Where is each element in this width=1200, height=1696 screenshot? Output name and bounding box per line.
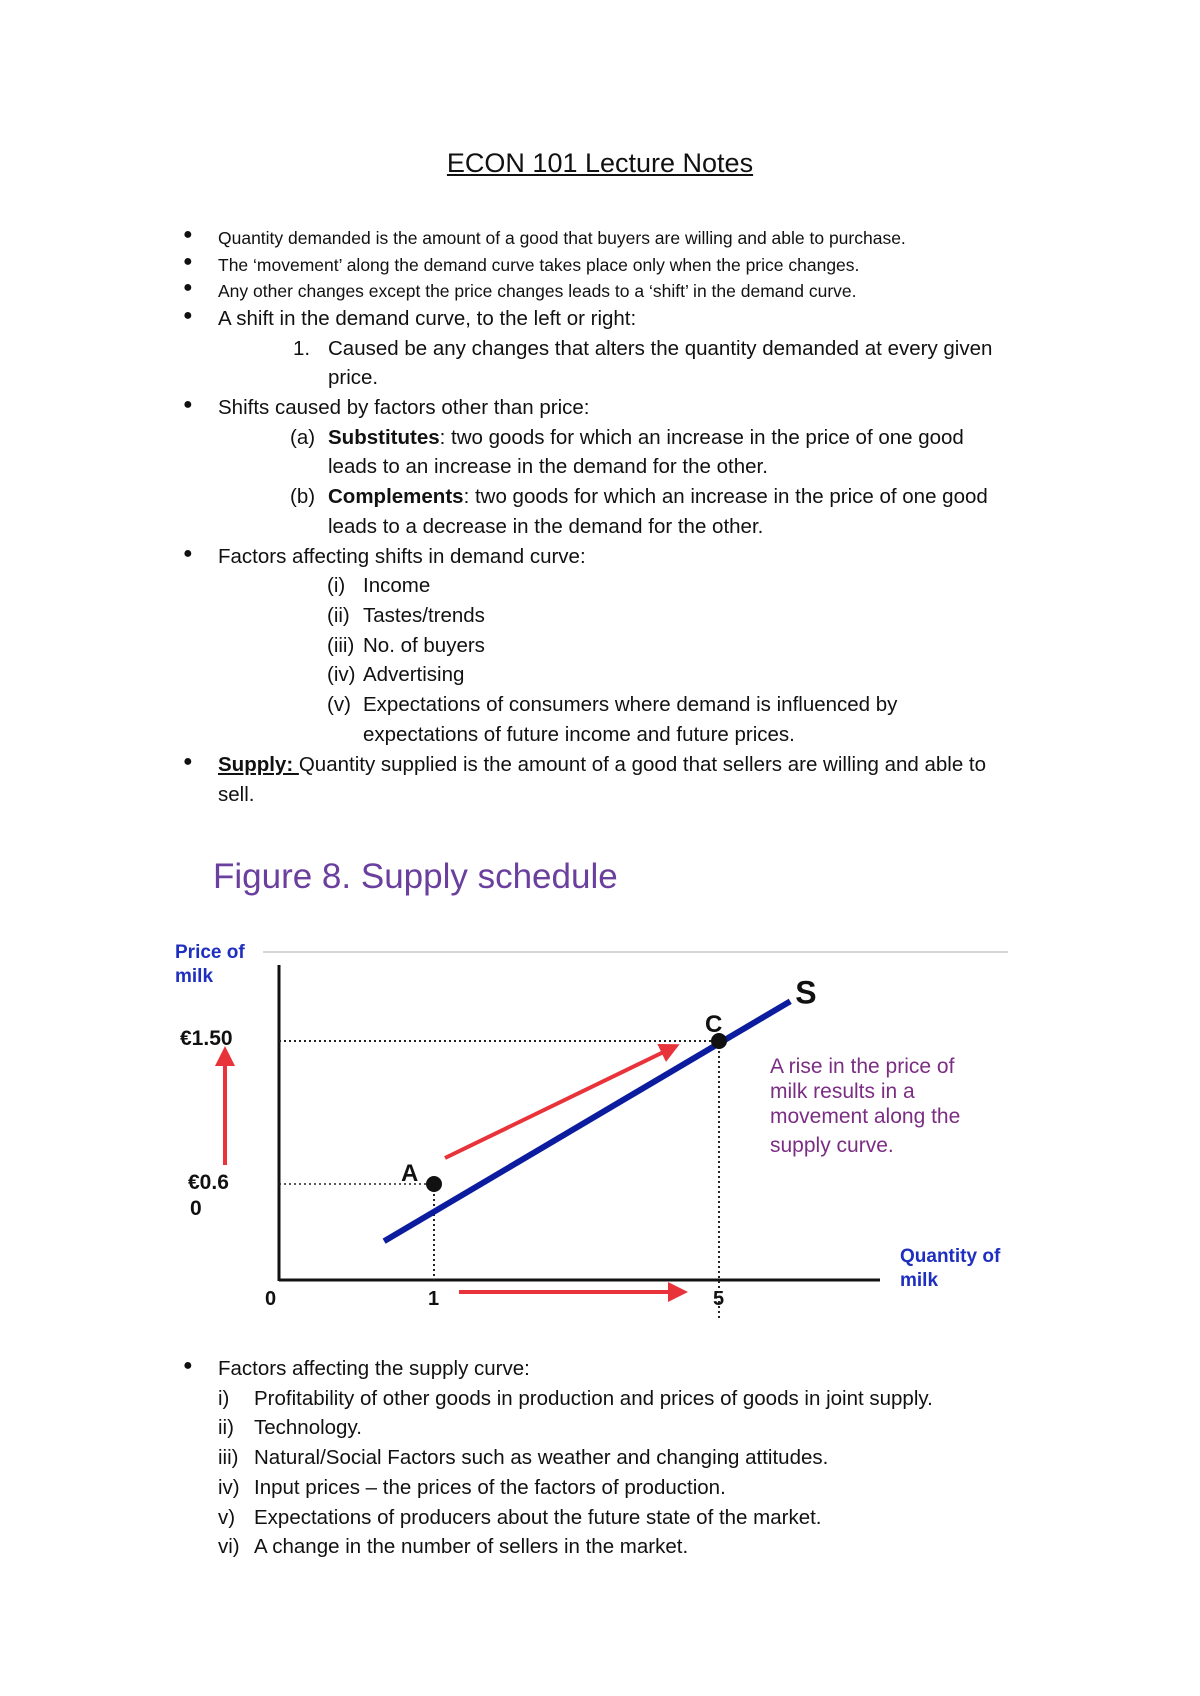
term-complements: Complements bbox=[328, 485, 464, 508]
supply-factor-label: vi) bbox=[218, 1535, 240, 1558]
note-movement: The ‘movement’ along the demand curve takes place only when the price changes. bbox=[218, 255, 860, 275]
bullet-icon: ● bbox=[183, 279, 193, 296]
demand-factor-label: (iii) bbox=[327, 634, 355, 657]
substitutes-definition-cont: leads to an increase in the demand for the other. bbox=[328, 455, 768, 478]
supply-curve-label: S bbox=[795, 974, 817, 1011]
x-tick-label-0: 0 bbox=[265, 1288, 277, 1310]
complements-definition: : two goods for which an increase in the price of one good bbox=[463, 485, 988, 508]
supply-factor-sellers: A change in the number of sellers in the market. bbox=[254, 1535, 689, 1558]
demand-factor-expectations-cont: expectations of future income and future prices. bbox=[363, 723, 795, 746]
supply-factor-label: ii) bbox=[218, 1416, 234, 1439]
note-complements bbox=[328, 485, 988, 509]
supply-factor-natural-social: Natural/Social Factors such as weather and changing attitudes. bbox=[254, 1446, 829, 1469]
demand-factor-tastes: Tastes/trends bbox=[363, 604, 485, 627]
supply-schedule-chart bbox=[0, 900, 1200, 1320]
note-shift-cause: Caused be any changes that alters the quantity demanded at every given bbox=[328, 337, 993, 360]
list-label: (a) bbox=[290, 426, 316, 449]
point-c-label: C bbox=[705, 1011, 723, 1038]
y-tick-label-060: €0.6 bbox=[188, 1171, 229, 1194]
complements-definition-cont: leads to a decrease in the demand for the other. bbox=[328, 515, 764, 538]
y-tick-label-060-cont: 0 bbox=[190, 1197, 202, 1220]
supply-factors-heading: Factors affecting the supply curve: bbox=[218, 1357, 530, 1380]
demand-factor-buyers: No. of buyers bbox=[363, 634, 485, 657]
note-shift-left-right: A shift in the demand curve, to the left or right: bbox=[218, 307, 637, 330]
term-supply: Supply: bbox=[218, 753, 299, 776]
demand-factor-label: (ii) bbox=[327, 604, 350, 627]
demand-factor-expectations: Expectations of consumers where demand is influenced by bbox=[363, 693, 898, 716]
supply-factor-label: v) bbox=[218, 1506, 236, 1529]
supply-factor-expectations: Expectations of producers about the future state of the market. bbox=[254, 1506, 822, 1529]
supply-definition: Quantity supplied is the amount of a good that sellers are willing and able to bbox=[298, 753, 987, 776]
x-axis-label-cont: milk bbox=[900, 1270, 939, 1291]
demand-factor-income: Income bbox=[363, 574, 431, 597]
list-number: 1. bbox=[293, 337, 311, 360]
bullet-icon: ● bbox=[183, 1357, 193, 1374]
supply-definition-cont: sell. bbox=[218, 783, 255, 806]
bullet-icon: ● bbox=[183, 545, 193, 562]
bullet-icon: ● bbox=[183, 307, 193, 324]
figure-title: Figure 8. Supply schedule bbox=[213, 857, 618, 896]
movement-along-curve-arrow bbox=[445, 1046, 676, 1158]
lecture-notes bbox=[0, 0, 1200, 820]
y-tick-label-150: €1.50 bbox=[180, 1027, 233, 1050]
substitutes-definition: : two goods for which an increase in the price of one good bbox=[439, 426, 964, 449]
note-other-factors: Shifts caused by factors other than price: bbox=[218, 396, 590, 419]
term-substitutes: Substitutes bbox=[328, 426, 440, 449]
supply-factor-label: iii) bbox=[218, 1446, 239, 1469]
bullet-icon: ● bbox=[183, 226, 193, 243]
demand-factor-advertising: Advertising bbox=[363, 663, 465, 686]
supply-factor-profitability: Profitability of other goods in production and prices of goods in joint supply. bbox=[254, 1387, 933, 1410]
supply-factor-label: i) bbox=[218, 1387, 230, 1410]
note-substitutes bbox=[328, 426, 964, 450]
annotation-line: supply curve. bbox=[770, 1134, 894, 1157]
point-a bbox=[426, 1176, 442, 1192]
demand-factor-label: (iv) bbox=[327, 663, 356, 686]
page-title: ECON 101 Lecture Notes bbox=[446, 148, 754, 178]
list-label: (b) bbox=[290, 485, 316, 508]
supply-factor-label: iv) bbox=[218, 1476, 240, 1499]
supply-factor-input-prices: Input prices – the prices of the factors of production. bbox=[254, 1476, 726, 1499]
note-shift-cause-cont: price. bbox=[328, 366, 379, 389]
x-tick-label-1: 1 bbox=[428, 1288, 440, 1310]
supply-curve-line bbox=[384, 1001, 790, 1241]
x-axis-label: Quantity of bbox=[900, 1246, 1001, 1267]
y-axis-label: Price of bbox=[175, 942, 245, 963]
demand-factor-label: (v) bbox=[327, 693, 351, 716]
bullet-icon: ● bbox=[183, 753, 193, 770]
note-quantity-demanded: Quantity demanded is the amount of a good that buyers are willing and able to purchase. bbox=[218, 228, 906, 248]
note-demand-factors: Factors affecting shifts in demand curve: bbox=[218, 545, 586, 568]
demand-factor-label: (i) bbox=[327, 574, 346, 597]
point-a-label: A bbox=[401, 1160, 419, 1187]
note-supply-definition bbox=[218, 753, 986, 777]
supply-factor-technology: Technology. bbox=[254, 1416, 362, 1439]
x-tick-label-5: 5 bbox=[713, 1288, 725, 1310]
bullet-icon: ● bbox=[183, 396, 193, 413]
annotation-line: milk results in a bbox=[770, 1080, 915, 1103]
y-axis-label-cont: milk bbox=[175, 966, 214, 987]
bullet-icon: ● bbox=[183, 253, 193, 270]
annotation-line: A rise in the price of bbox=[770, 1055, 955, 1078]
annotation-line: movement along the bbox=[770, 1105, 961, 1128]
note-shift: Any other changes except the price changes leads to a ‘shift’ in the demand curve. bbox=[218, 281, 857, 301]
